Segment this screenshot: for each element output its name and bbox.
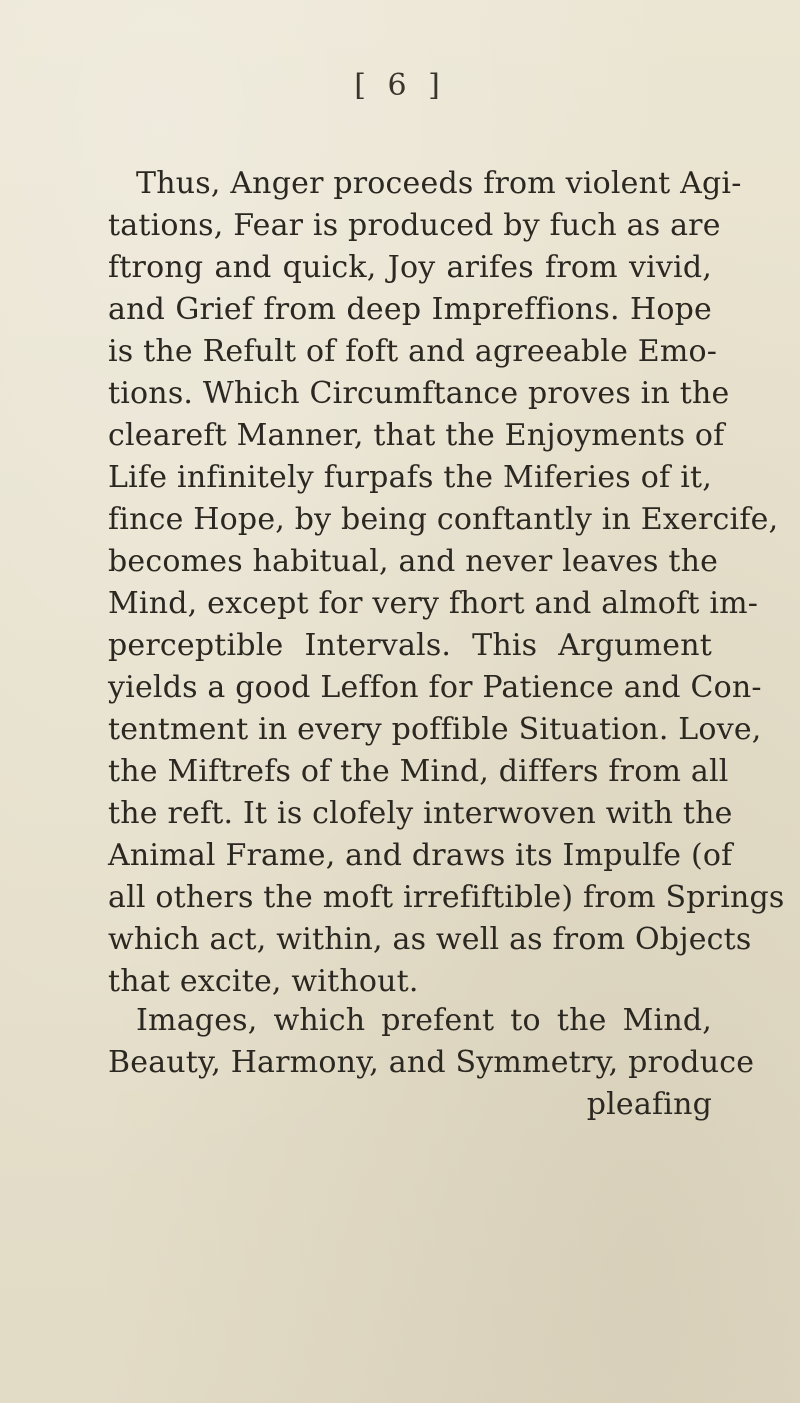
text-line: tentment in every poffible Situation. Love, bbox=[108, 712, 762, 747]
text-line: which act, within, as well as from Objects bbox=[108, 922, 752, 957]
text-line: and Grief from deep Impreffions. Hope bbox=[108, 292, 712, 327]
text-line: ftrong and quick, Joy arifes from vivid, bbox=[108, 250, 712, 285]
text-line: yields a good Leffon for Patience and Con- bbox=[108, 670, 762, 705]
text-line: tions. Which Circumftance proves in the bbox=[108, 376, 730, 411]
text-line: the Miftrefs of the Mind, differs from all bbox=[108, 754, 729, 789]
catchword-row bbox=[108, 1084, 712, 1126]
text-line: Thus, Anger proceeds from violent Agi- bbox=[136, 166, 742, 201]
text-line: Mind, except for very fhort and almoft im- bbox=[108, 586, 759, 621]
text-line: Animal Frame, and draws its Impulfe (of bbox=[108, 838, 733, 873]
catchword: pleafing bbox=[586, 1087, 712, 1122]
paragraph-2 bbox=[108, 1000, 755, 1084]
text-line: that excite, without. bbox=[108, 964, 419, 999]
text-line: cleareft Manner, that the Enjoyments of bbox=[108, 418, 725, 453]
text-line: the reft. It is clofely interwoven with the bbox=[108, 796, 733, 831]
text-line: is the Refult of foft and agreeable Emo- bbox=[108, 334, 718, 369]
text-line: Images, which prefent to the Mind, bbox=[136, 1003, 712, 1038]
text-line: Life infinitely furpafs the Miferies of it, bbox=[108, 460, 712, 495]
text-line: tations, Fear is produced by fuch as are bbox=[108, 208, 721, 243]
text-line: Beauty, Harmony, and Symmetry, produce bbox=[108, 1045, 755, 1080]
paragraph-1 bbox=[108, 163, 785, 1003]
text-line: becomes habitual, and never leaves the bbox=[108, 544, 719, 579]
text-line: fince Hope, by being conftantly in Exercife, bbox=[108, 502, 779, 537]
page-number: [ 6 ] bbox=[354, 68, 446, 103]
text-line: perceptible Intervals. This Argument bbox=[108, 628, 712, 663]
text-line: all others the moft irrefiftible) from Springs bbox=[108, 880, 785, 915]
